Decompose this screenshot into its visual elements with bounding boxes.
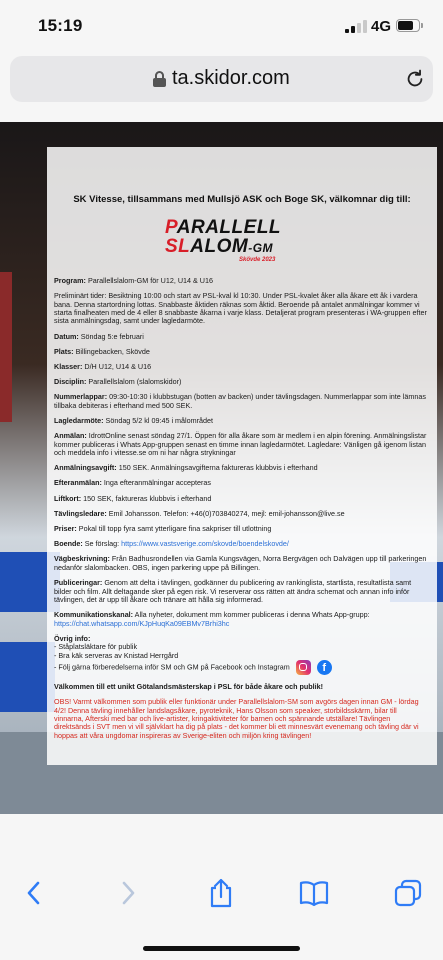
welcome-text: Välkommen till ett unikt Götalandsmästerskap i PSL för både åkare och publik!: [54, 681, 324, 691]
network-type: 4G: [371, 18, 392, 35]
info-date: Datum: Söndag 5:e februari: [54, 331, 144, 341]
facebook-icon[interactable]: f: [317, 660, 332, 675]
event-logo: PARALLELL SLALOM-GM Skövde 2023: [165, 217, 282, 263]
whatsapp-link[interactable]: https://chat.whatsapp.com/KJpHuqKa09EBMv7Brhi3hc: [54, 618, 230, 628]
bookmarks-icon[interactable]: [298, 878, 330, 908]
info-discipline: Disciplin: Parallellslalom (slalomskidor): [54, 377, 182, 387]
accommodation-link[interactable]: https://www.vastsverige.com/skovde/boendelskovde/: [121, 539, 289, 549]
share-icon[interactable]: [207, 878, 235, 908]
info-team-meeting: Lagledarmöte: Söndag 5/2 kl 09:45 i målområdet: [54, 416, 214, 426]
info-communication: Kommunikationskanal: Alla nyheter, dokument mm kommer publiceras i denna Whats App-grupp: https://chat.whatsapp.com/KJpHuqKa09EBMv7Brhi3hc: [54, 610, 370, 628]
info-program: Program: Parallellslalom-GM för U12, U14 & U16: [54, 276, 213, 285]
info-prizes: Priser: Pokal till topp fyra samt ytterligare fina sakpriser till utlottning: [54, 524, 272, 534]
tabs-icon[interactable]: [393, 878, 423, 908]
flyer-content: [54, 277, 428, 747]
info-accommodation: Boende: Se förslag: https://www.vastsverige.com/skovde/boendelskovde/: [54, 539, 289, 549]
info-classes: Klasser: D/H U12, U14 & U16: [54, 362, 152, 372]
info-race-director: Tävlingsledare: Emil Johansson. Telefon: +46(0)703840274, mejl: emil-johansson@live.se: [54, 508, 345, 518]
address-bar[interactable]: [10, 56, 433, 102]
address-bar-area: [0, 52, 443, 122]
info-fee: Anmälningsavgift: 150 SEK. Anmälningsavgifterna faktureras klubbvis i efterhand: [54, 463, 318, 473]
reload-icon[interactable]: [404, 68, 426, 90]
status-time: 15:19: [38, 16, 83, 35]
safari-toolbar: [0, 814, 443, 960]
event-flyer: [47, 147, 437, 765]
back-icon[interactable]: [24, 878, 44, 908]
forward-icon[interactable]: [118, 878, 138, 908]
obs-text: OBS! Varmt välkommen som publik eller funktionär under Parallellslalom-SM som avgörs dagen innan GM - lördag 4/2! Denna tävling innehåller landslagsåkare, pyroteknik, Hans Olsson som speaker, storbildsskärm, bilar till vinnarna, Afterski med bar och live-artister, kringaktiviteter för barnen och spännande utställare! Tävlingen direktsänds i SVT men vi vill självklart ha dig på plats - det kommer bli ett minnesvärt evenemang och tävling där vi hoppas att våra ungdomar inspireras av Sverige-eliten och miljön kring tävlingen!: [54, 697, 419, 740]
instagram-icon[interactable]: [296, 660, 311, 675]
other-info: Övrig info: - Ståplatsläktare för publik - Bra kāk serveras av Knistad Herrgård - Följ gärna förberedelserna inför SM och GM på Facebook och Instagram f: [54, 635, 428, 675]
info-registration: Anmälan: IdrottOnline senast söndag 27/1. Öppen för alla åkare som är medlem i en alpin förening. Anmälningslistar kommer publiceras i Whats App-gruppen senast en timme innan lagledarmötet. Lagledare: Vänligen gå igenom listan och meddela info i vitesse.se om ni har några strykningar: [54, 431, 427, 458]
info-preliminary-times: Preliminärt tider: Besiktning 10:00 och start av PSL-kval kl 10:30. Under PSL-kvalet åker alla åkare ett åk i vardera bana. Denna startordning lottas. Snabbaste åktiden räknas som åktid. Beroende på antalet anmälningar kommer vi starta finalheaten med de 4 eller 8 snabbaste åkarna i varje klass. Detaljerat program presenteras i WA-gruppen efter sista anmälningsdag, samt under lagledarmöte.: [54, 291, 427, 326]
status-bar: [0, 0, 443, 52]
info-publishing: Publiceringar: Genom att delta i tävlingen, godkänner du publicering av rankinglista, startlista, resultatlista samt bilder och film. Allt deltagande sker på egen risk. Vi reserverar oss rätten att ändra schemat och annan info inför tävlingen, det är upp till åkare och tränare att hålla sig informerad.: [54, 578, 412, 604]
home-indicator: [143, 946, 300, 951]
info-place: Plats: Billingebacken, Skövde: [54, 346, 150, 356]
url-text: ta.skidor.com: [172, 67, 290, 89]
web-page[interactable]: [0, 122, 443, 814]
info-directions: Vägbeskrivning: Från Badhusrondellen via Gamla Kungsvägen, Norra Bergvägen och Dalvägen upp till parkeringen nedanför slalombacken. OBS, ingen parkering uppe på Billingen.: [54, 554, 427, 572]
lock-icon: [153, 71, 166, 87]
info-bibs: Nummerlappar: 09:30-10:30 i klubbstugan (botten av backen) under tävlingsdagen. Nummerlappar som inte lämnas tillbaka debiteras i efterhand med 500 SEK.: [54, 392, 426, 410]
flyer-headline: SK Vitesse, tillsammans med Mullsjö ASK och Boge SK, välkomnar dig till:: [73, 194, 411, 205]
battery-icon: [396, 19, 420, 32]
info-late-registration: Efteranmälan: Inga efteranmälningar accepteras: [54, 478, 212, 488]
cellular-signal-icon: [345, 20, 367, 33]
info-lift-pass: Liftkort: 150 SEK, faktureras klubbvis i efterhand: [54, 493, 212, 503]
